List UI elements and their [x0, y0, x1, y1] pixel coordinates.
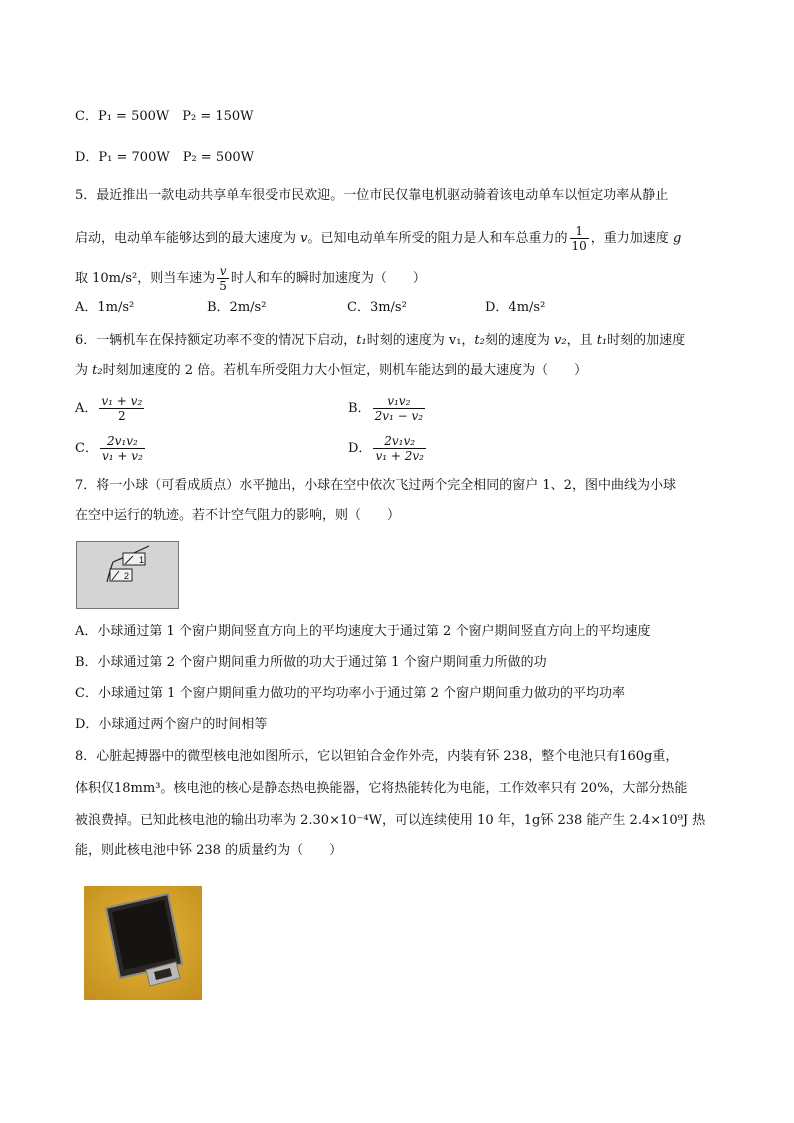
q4-option-d: D．P₁ = 700W P₂ = 500W — [75, 150, 255, 165]
q7-option-c: C．小球通过第 1 个窗户期间重力做功的平均功率小于通过第 2 个窗户期间重力做功的平均功率 — [75, 686, 626, 701]
q6-option-b: B． $\frac{\text{v₁v₂}}{\text{2v₁ − v₂}}$ — [348, 394, 424, 423]
q8-stem-line1: 8．心脏起搏器中的微型核电池如图所示，它以钽铂合金作外壳，内装有钚 238，整个电池只有160g重， — [75, 749, 679, 764]
q8-stem-line2: 体积仅18mm³。核电池的核心是静态热电换能器，它将热能转化为电能，工作效率只有 20%，大部分热能 — [75, 781, 688, 796]
q7-option-d: D．小球通过两个窗户的时间相等 — [75, 717, 268, 732]
q5-fraction-one-tenth: $\frac{1}{10}$ — [571, 224, 587, 253]
q7-stem-line2: 在空中运行的轨迹。若不计空气阻力的影响，则（ ） — [75, 508, 401, 523]
window-1-label: 1 — [139, 555, 145, 565]
q5-option-b: B．2m/s² — [207, 300, 267, 315]
q7-option-a: A．小球通过第 1 个窗户期间竖直方向上的平均速度大于通过第 2 个窗户期间竖直方向上的平均速度 — [75, 624, 651, 639]
q5-stem-line2: 启动，电动单车能够达到的最大速度为 v。已知电动单车所受的阻力是人和车总重力的 $\frac{1}{10}$ ，重力加速度 g — [75, 224, 682, 253]
q7-option-b: B．小球通过第 2 个窗户期间重力所做的功大于通过第 1 个窗户期间重力所做的功 — [75, 655, 547, 670]
q5-option-d: D．4m/s² — [485, 300, 546, 315]
q5-option-c: C．3m/s² — [347, 300, 407, 315]
q4-option-c: C．P₁ = 500W P₂ = 150W — [75, 109, 254, 124]
q6-option-c: C． $\frac{\text{2v₁v₂}}{\text{v₁ + v₂}}$ — [75, 434, 143, 463]
q6-stem-line2: 为 t₂时刻加速度的 2 倍。若机车所受阻力大小恒定，则机车能达到的最大速度为（ ） — [75, 363, 588, 378]
q8-stem-line4: 能，则此核电池中钚 238 的质量约为（ ） — [75, 843, 343, 858]
q6-stem-line1: 6．一辆机车在保持额定功率不变的情况下启动，t₁时刻的速度为 v₁，t₂刻的速度为 v₂，且 t₁时刻的加速度 — [75, 333, 686, 348]
q6-option-d: D． $\frac{\text{2v₁v₂}}{\text{v₁ + 2v₂}}$ — [348, 434, 424, 463]
q5-stem-line1: 5．最近推出一款电动共享单车很受市民欢迎。一位市民仅靠电机驱动骑着该电动单车以恒定功率从静止 — [75, 188, 669, 203]
q8-stem-line3: 被浪费掉。已知此核电池的输出功率为 2.30×10⁻⁴W，可以连续使用 10 年，1g钚 238 能产生 2.4×10⁹J 热 — [75, 813, 706, 828]
nuclear-battery-photo — [84, 886, 202, 1000]
q5-fraction-v-over-5: $\frac{v}{5}$ — [219, 264, 227, 293]
q7-stem-line1: 7．将一小球（可看成质点）水平抛出，小球在空中依次飞过两个完全相同的窗户 1、2，图中曲线为小球 — [75, 478, 676, 493]
window-2-label: 2 — [124, 571, 130, 581]
q7-trajectory-figure — [76, 541, 179, 609]
q7-trajectory-svg — [77, 542, 178, 608]
nuclear-battery-svg — [84, 886, 202, 1000]
q5-stem-line3: 取 10m/s²，则当车速为 $\frac{v}{5}$ 时人和车的瞬时加速度为（ ） — [75, 264, 426, 293]
q5-option-a: A．1m/s² — [75, 300, 135, 315]
q6-option-a: A． $\frac{\text{v₁ + v₂}}{2}$ — [75, 394, 143, 423]
